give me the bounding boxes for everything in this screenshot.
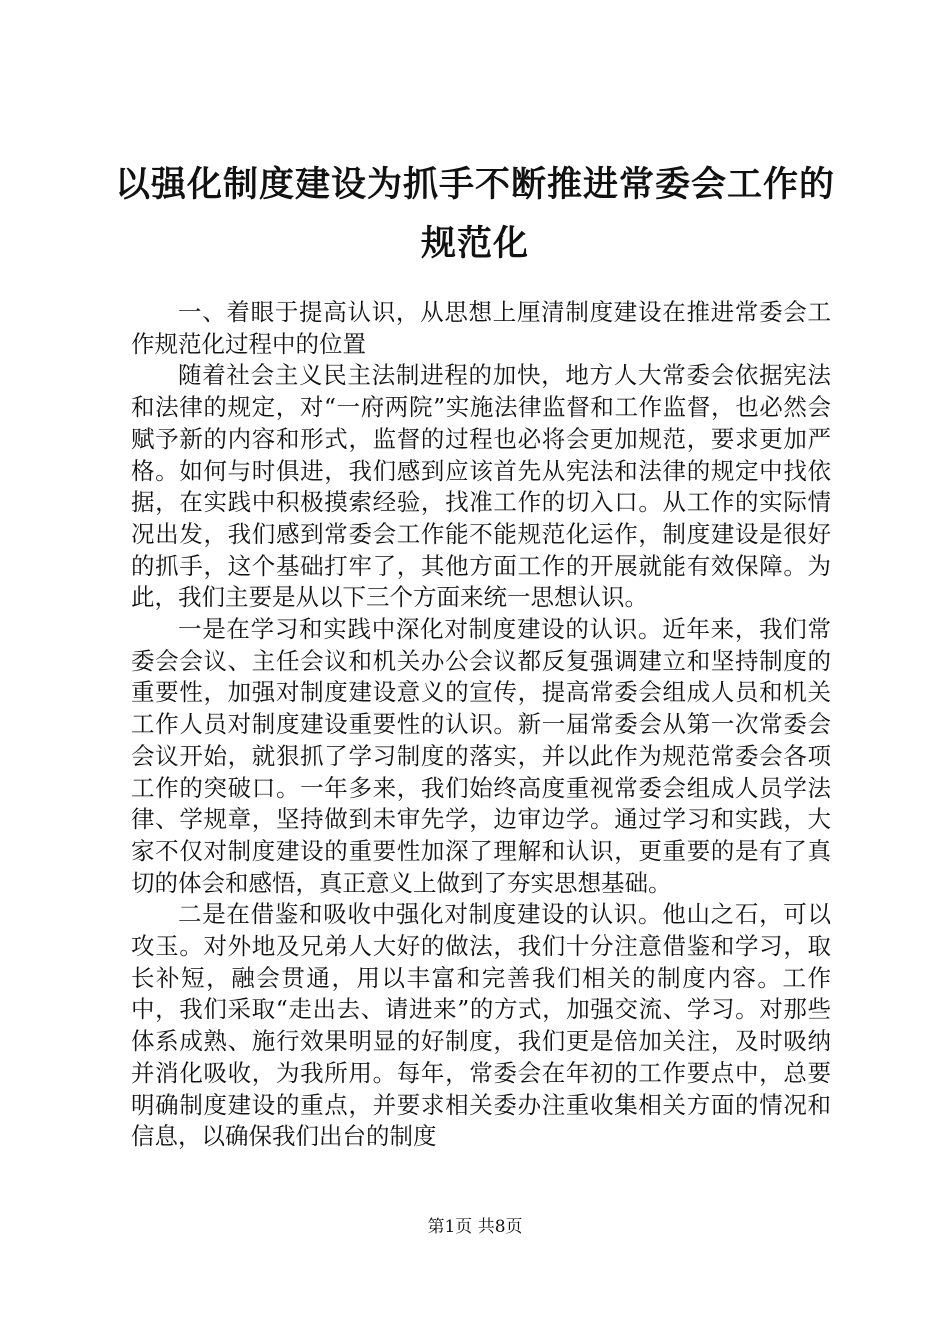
body-paragraph: 二是在借鉴和吸收中强化对制度建设的认识。他山之石，可以攻玉。对外地及兄弟人大好的做法，我们十分注意借鉴和学习，取长补短，融会贯通，用以丰富和完善我们相关的制度内容。工作中，我们采取“走出去、请进来”的方式，加强交流、学习。对那些体系成熟、施行效果明显的好制度，我们更是倍加关注，及时吸纳并消化吸收，为我所用。每年，常委会在年初的工作要点中，总要明确制度建设的重点，并要求相关委办注重收集相关方面的情况和信息，以确保我们出台的制度 bbox=[131, 900, 831, 1151]
page-number-footer: 第1页 共8页 bbox=[427, 1217, 523, 1237]
section-heading: 一、着眼于提高认识，从思想上厘清制度建设在推进常委会工作规范化过程中的位置 bbox=[131, 298, 831, 358]
body-paragraph: 一是在学习和实践中深化对制度建设的认识。近年来，我们常委会会议、主任会议和机关办公会议都反复强调建立和坚持制度的重要性，加强对制度建设意义的宣传，提高常委会组成人员和机关工作人员对制度建设重要性的认识。新一届常委会从第一次常委会会议开始，就狠抓了学习制度的落实，并以此作为规范常委会各项工作的突破口。一年多来，我们始终高度重视常委会组成人员学法律、学规章，坚持做到未审先学，边审边学。通过学习和实践，大家不仅对制度建设的重要性加深了理解和认识，更重要的是有了真切的体会和感悟，真正意义上做到了夯实思想基础。 bbox=[131, 615, 831, 897]
body-paragraph: 随着社会主义民主法制进程的加快，地方人大常委会依据宪法和法律的规定，对“一府两院”实施法律监督和工作监督，也必然会赋予新的内容和形式，监督的过程也必将会更加规范，要求更加严格。如何与时俱进，我们感到应该首先从宪法和法律的规定中找依据，在实践中积极摸索经验，找准工作的切入口。从工作的实际情况出发，我们感到常委会工作能不能规范化运作，制度建设是很好的抓手，这个基础打牢了，其他方面工作的开展就能有效保障。为此，我们主要是从以下三个方面来统一思想认识。 bbox=[131, 361, 831, 612]
document-body bbox=[131, 297, 831, 1153]
document-title: 以强化制度建设为抓手不断推进常委会工作的规范化 bbox=[114, 165, 835, 264]
